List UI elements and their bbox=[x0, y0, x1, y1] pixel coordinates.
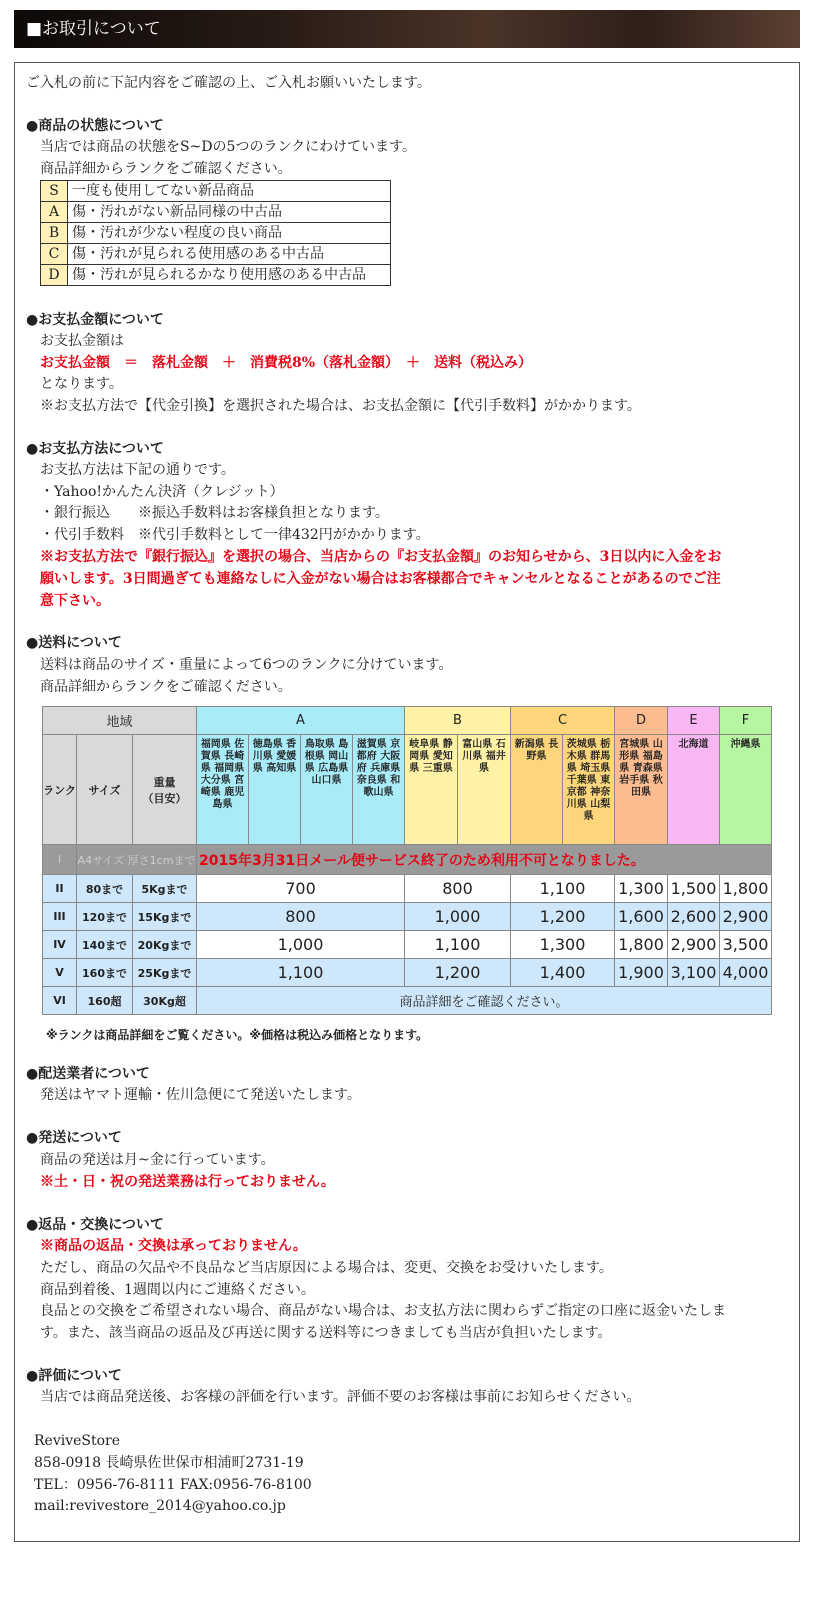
price-zone-e: 2,600 bbox=[668, 903, 720, 931]
payment-amount-line2: となります。 bbox=[40, 376, 123, 392]
rank-row bbox=[41, 181, 391, 202]
rank-key: S bbox=[41, 181, 68, 202]
rank-cell: I bbox=[43, 845, 77, 875]
price-zone-c: 1,300 bbox=[511, 931, 615, 959]
intro-text: ご入札の前に下記内容をご確認の上、ご入札お願いいたします。 bbox=[26, 75, 431, 91]
price-zone-f: 1,800 bbox=[720, 875, 772, 903]
weight-cell: 25Kgまで bbox=[133, 959, 197, 987]
zone-b1-prefectures: 岐阜県 静岡県 愛知県 三重県 bbox=[405, 735, 458, 845]
shipping-line1: 送料は商品のサイズ・重量によって6つのランクに分けています。 bbox=[40, 657, 453, 673]
condition-line1: 当店では商品の状態をS~Dの5つのランクにわけています。 bbox=[40, 139, 417, 155]
carrier-line1: 発送はヤマト運輸・佐川急便にて発送いたします。 bbox=[40, 1087, 361, 1103]
weight-label: 重量 bbox=[153, 775, 176, 789]
payment-method-item1: ・Yahoo!かんたん決済（クレジット） bbox=[40, 484, 284, 500]
review-heading: ●評価について bbox=[26, 1368, 122, 1384]
size-cell: 160超 bbox=[77, 987, 133, 1015]
rank-key: A bbox=[41, 202, 68, 223]
zone-d-label: D bbox=[615, 707, 668, 735]
rank-row bbox=[41, 202, 391, 223]
rank-cell: VI bbox=[43, 987, 77, 1015]
price-zone-c: 1,200 bbox=[511, 903, 615, 931]
rank-cell: II bbox=[43, 875, 77, 903]
weight-cell: 20Kgまで bbox=[133, 931, 197, 959]
condition-line2: 商品詳細からランクをご確認ください。 bbox=[40, 161, 292, 177]
store-tel-fax: TEL：0956-76-8111 FAX:0956-76-8100 bbox=[34, 1477, 312, 1493]
shipping-note: ※ランクは商品詳細をご覧ください。※価格は税込み価格となります。 bbox=[46, 1028, 429, 1042]
returns-line4: す。また、該当商品の返品及び再送に関する送料等につきましても当店が負担いたします。 bbox=[40, 1325, 612, 1341]
payment-amount-heading: ●お支払金額について bbox=[26, 312, 164, 328]
zone-f-prefectures: 沖縄県 bbox=[720, 735, 772, 845]
returns-line3: 良品との交換をご希望されない場合、商品がない場合は、お支払方法に関わらずご指定の口座に返金いたしま bbox=[40, 1303, 726, 1319]
table-row bbox=[43, 875, 772, 903]
store-name: ReviveStore bbox=[34, 1433, 121, 1449]
condition-rank-table bbox=[40, 180, 391, 286]
zone-a4-prefectures: 滋賀県 京都府 大阪府 兵庫県 奈良県 和歌山県 bbox=[353, 735, 405, 845]
shipping-fee-table bbox=[42, 706, 772, 1015]
price-zone-e: 2,900 bbox=[668, 931, 720, 959]
payment-amount-line3: ※お支払方法で【代金引換】を選択された場合は、お支払金額に【代引手数料】がかかります。 bbox=[40, 398, 641, 414]
payment-amount-line1: お支払金額は bbox=[40, 333, 124, 349]
zone-a3-prefectures: 鳥取県 島根県 岡山県 広島県 山口県 bbox=[301, 735, 353, 845]
size-cell: 140まで bbox=[77, 931, 133, 959]
rank-column-label: ランク bbox=[43, 735, 77, 845]
price-zone-f: 4,000 bbox=[720, 959, 772, 987]
dispatch-warning: ※土・日・祝の発送業務は行っておりません。 bbox=[40, 1174, 335, 1190]
rank-cell: IV bbox=[43, 931, 77, 959]
rank-desc: 傷・汚れが見られる使用感のある中古品 bbox=[68, 244, 391, 265]
dispatch-heading: ●発送について bbox=[26, 1130, 122, 1146]
rank-desc: 傷・汚れがない新品同様の中古品 bbox=[68, 202, 391, 223]
mail-service-ended-message: 2015年3月31日メール便サービス終了のため利用不可となりました。 bbox=[197, 845, 772, 875]
zone-a2-prefectures: 徳島県 香川県 愛媛県 高知県 bbox=[249, 735, 301, 845]
size-cell: 80まで bbox=[77, 875, 133, 903]
zone-e-prefectures: 北海道 bbox=[668, 735, 720, 845]
returns-warning: ※商品の返品・交換は承っておりません。 bbox=[40, 1238, 307, 1254]
rank-desc: 一度も使用してない新品商品 bbox=[68, 181, 391, 202]
zone-d-prefectures: 宮城県 山形県 福島県 青森県 岩手県 秋田県 bbox=[615, 735, 668, 845]
store-address: 858-0918 長崎県佐世保市相浦町2731-19 bbox=[34, 1455, 304, 1471]
payment-method-heading: ●お支払方法について bbox=[26, 441, 164, 457]
zone-a-label: A bbox=[197, 707, 405, 735]
table-row bbox=[43, 931, 772, 959]
zone-a1-prefectures: 福岡県 佐賀県 長崎県 福岡県 大分県 宮崎県 鹿児島県 bbox=[197, 735, 249, 845]
price-zone-f: 2,900 bbox=[720, 903, 772, 931]
payment-warning-3: 意下さい。 bbox=[40, 593, 110, 609]
review-line1: 当店では商品発送後、お客様の評価を行います。評価不要のお客様は事前にお知らせください。 bbox=[40, 1389, 641, 1405]
zone-c2-prefectures: 茨城県 栃木県 群馬県 埼玉県 千葉県 東京都 神奈川県 山梨県 bbox=[563, 735, 615, 845]
table-row bbox=[43, 959, 772, 987]
price-zone-a: 800 bbox=[197, 903, 405, 931]
price-zone-c: 1,400 bbox=[511, 959, 615, 987]
returns-heading: ●返品・交換について bbox=[26, 1217, 164, 1233]
zone-b-label: B bbox=[405, 707, 511, 735]
rank-key: B bbox=[41, 223, 68, 244]
rank-cell: V bbox=[43, 959, 77, 987]
weight-sub-label: （目安） bbox=[142, 791, 187, 805]
price-zone-e: 1,500 bbox=[668, 875, 720, 903]
price-zone-b: 800 bbox=[405, 875, 511, 903]
price-zone-c: 1,100 bbox=[511, 875, 615, 903]
rank-row bbox=[41, 244, 391, 265]
prefecture-row bbox=[43, 735, 772, 845]
price-zone-a: 700 bbox=[197, 875, 405, 903]
dispatch-line1: 商品の発送は月~金に行っています。 bbox=[40, 1152, 275, 1168]
rank-desc: 傷・汚れが見られるかなり使用感のある中古品 bbox=[68, 265, 391, 286]
weight-column-label bbox=[133, 735, 197, 845]
page-header: ■お取引について bbox=[14, 10, 800, 48]
price-zone-b: 1,000 bbox=[405, 903, 511, 931]
rank-row bbox=[41, 265, 391, 286]
payment-formula: お支払金額 ＝ 落札金額 ＋ 消費税8%（落札金額） ＋ 送料（税込み） bbox=[40, 355, 533, 371]
price-zone-d: 1,300 bbox=[615, 875, 668, 903]
returns-line1: ただし、商品の欠品や不良品など当店原因による場合は、変更、交換をお受けいたします。 bbox=[40, 1260, 613, 1276]
rank-key: C bbox=[41, 244, 68, 265]
price-zone-d: 1,800 bbox=[615, 931, 668, 959]
price-zone-d: 1,600 bbox=[615, 903, 668, 931]
price-zone-f: 3,500 bbox=[720, 931, 772, 959]
condition-heading: ●商品の状態について bbox=[26, 118, 164, 134]
table-row-rank-6 bbox=[43, 987, 772, 1015]
weight-cell: 15Kgまで bbox=[133, 903, 197, 931]
weight-cell: 30Kg超 bbox=[133, 987, 197, 1015]
table-row-rank-1 bbox=[43, 845, 772, 875]
table-row bbox=[43, 903, 772, 931]
weight-cell: 5Kgまで bbox=[133, 875, 197, 903]
rank-cell: III bbox=[43, 903, 77, 931]
returns-line2: 商品到着後、1週間以内にご連絡ください。 bbox=[40, 1282, 315, 1298]
zone-header-row bbox=[43, 707, 772, 735]
zone-f-label: F bbox=[720, 707, 772, 735]
shipping-line2: 商品詳細からランクをご確認ください。 bbox=[40, 679, 292, 695]
payment-warning-1: ※お支払方法で『銀行振込』を選択の場合、当店からの『お支払金額』のお知らせから、3日以内に入金をお bbox=[40, 549, 722, 565]
region-label: 地域 bbox=[43, 707, 197, 735]
zone-c-label: C bbox=[511, 707, 615, 735]
size-column-label: サイズ bbox=[77, 735, 133, 845]
price-zone-b: 1,100 bbox=[405, 931, 511, 959]
rank-desc: 傷・汚れが少ない程度の良い商品 bbox=[68, 223, 391, 244]
price-zone-a: 1,100 bbox=[197, 959, 405, 987]
rank-key: D bbox=[41, 265, 68, 286]
price-zone-d: 1,900 bbox=[615, 959, 668, 987]
carrier-heading: ●配送業者について bbox=[26, 1066, 150, 1082]
price-zone-e: 3,100 bbox=[668, 959, 720, 987]
rank-row bbox=[41, 223, 391, 244]
zone-c1-prefectures: 新潟県 長野県 bbox=[511, 735, 563, 845]
see-details-message: 商品詳細をご確認ください。 bbox=[197, 987, 772, 1015]
payment-method-item2: ・銀行振込 ※振込手数料はお客様負担となります。 bbox=[40, 505, 389, 521]
size-cell: 160まで bbox=[77, 959, 133, 987]
payment-warning-2: 願いします。3日間過ぎても連絡なしに入金がない場合はお客様都合でキャンセルとなることがあるのでご注 bbox=[40, 571, 721, 587]
shipping-heading: ●送料について bbox=[26, 635, 122, 651]
zone-b2-prefectures: 富山県 石川県 福井県 bbox=[458, 735, 511, 845]
size-cell: A4サイズ 厚さ1cmまで bbox=[77, 845, 197, 875]
size-cell: 120まで bbox=[77, 903, 133, 931]
zone-e-label: E bbox=[668, 707, 720, 735]
price-zone-b: 1,200 bbox=[405, 959, 511, 987]
payment-method-line1: お支払方法は下記の通りです。 bbox=[40, 462, 235, 478]
price-zone-a: 1,000 bbox=[197, 931, 405, 959]
store-email[interactable]: mail:revivestore_2014@yahoo.co.jp bbox=[34, 1498, 286, 1514]
payment-method-item3: ・代引手数料 ※代引手数料として一律432円がかかります。 bbox=[40, 527, 430, 543]
